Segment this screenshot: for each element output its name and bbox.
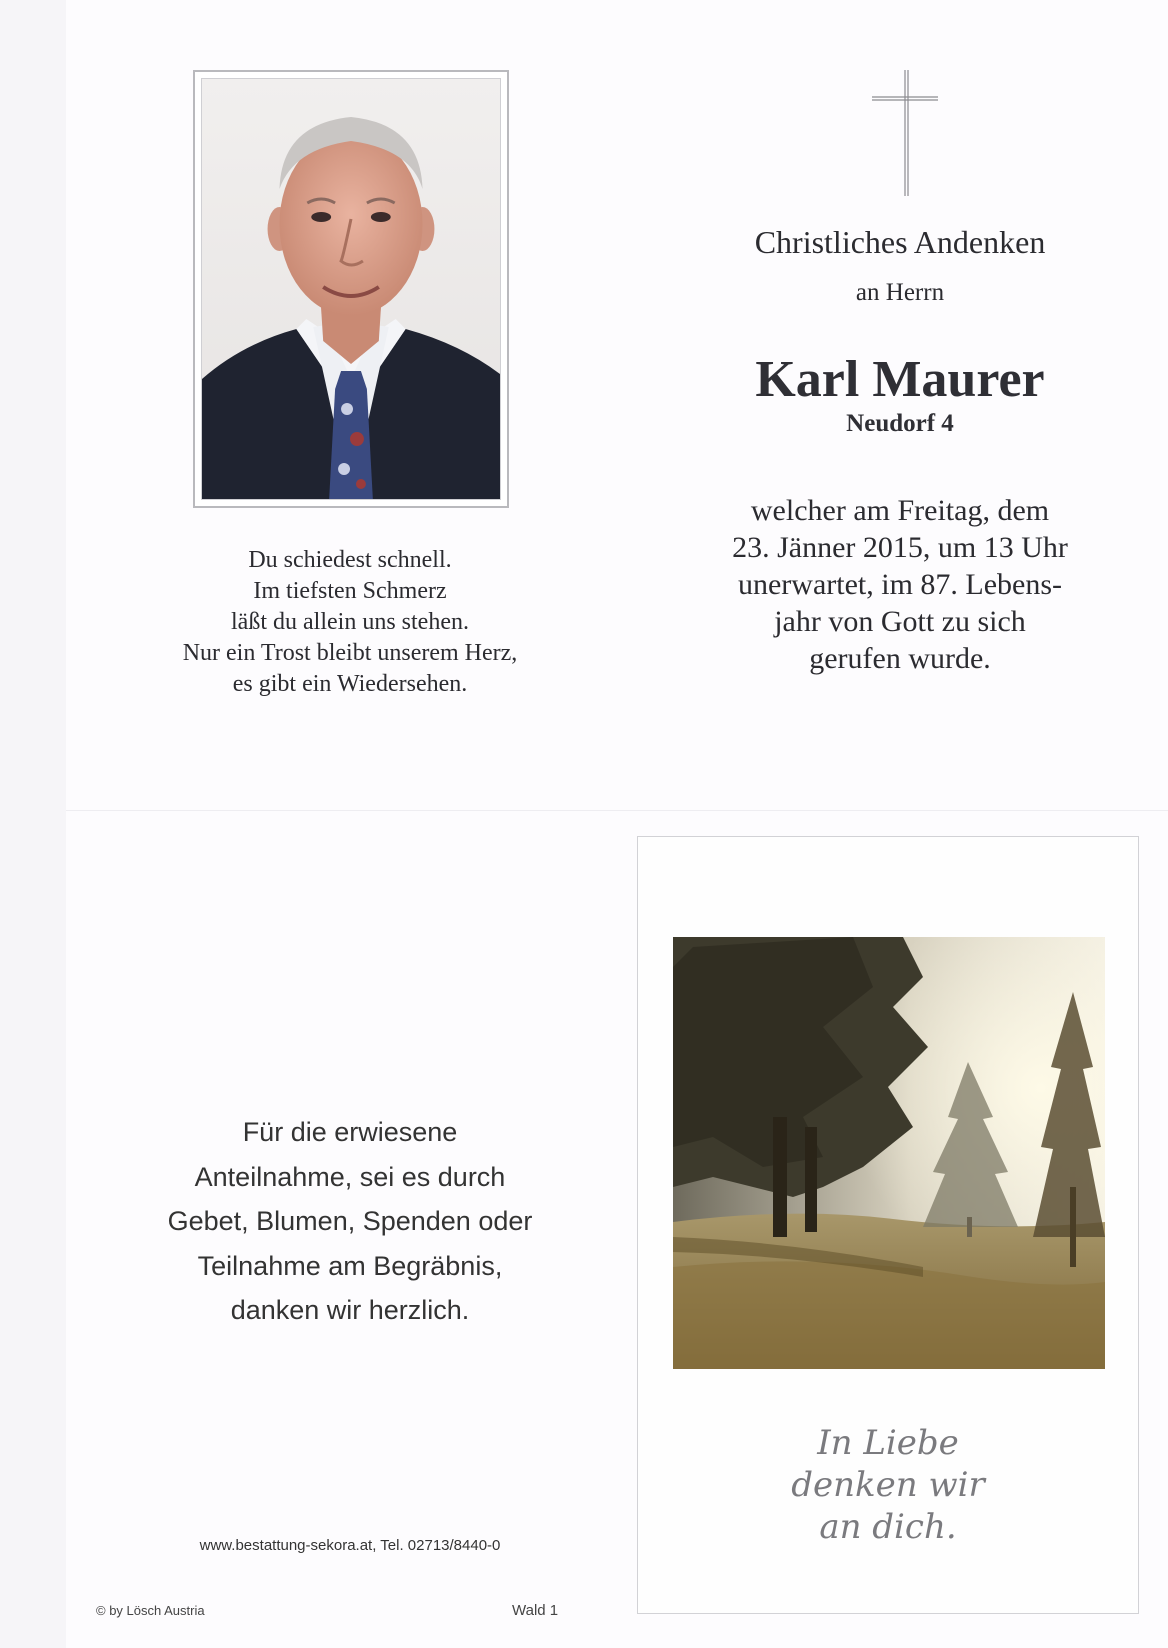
thanks-line: Für die erwiesene	[242, 1117, 458, 1147]
card-model-label: Wald 1	[512, 1602, 559, 1619]
copyright-note: © by Lösch Austria	[96, 1603, 205, 1618]
poem-line: Du schiedest schnell.	[248, 547, 452, 573]
remembrance-card	[637, 836, 1139, 1614]
death-notice-line: welcher am Freitag, dem	[750, 494, 1050, 527]
death-notice-line: unerwartet, im 87. Lebens-	[737, 568, 1063, 601]
thanks-message	[130, 1110, 570, 1333]
portrait-frame	[193, 70, 509, 508]
page-margin-strip	[0, 0, 66, 1648]
poem-line: läßt du allein uns stehen.	[231, 609, 469, 635]
fold-line	[66, 810, 1168, 811]
death-notice-line: gerufen wurde.	[809, 642, 991, 675]
thanks-line: danken wir herzlich.	[230, 1295, 470, 1325]
death-notice-line: 23. Jänner 2015, um 13 Uhr	[732, 531, 1068, 564]
script-line: denken wir	[791, 1465, 985, 1505]
portrait-photo	[201, 78, 501, 500]
poem-line: es gibt ein Wiedersehen.	[232, 671, 468, 697]
script-line: In Liebe	[817, 1423, 959, 1463]
script-line: an dich.	[819, 1507, 957, 1547]
memorial-heading: Christliches Andenken	[754, 224, 1046, 260]
deceased-name: Karl Maurer	[755, 351, 1045, 408]
death-notice	[690, 492, 1110, 677]
thanks-line: Teilnahme am Begräbnis,	[197, 1250, 503, 1281]
portrait-illustration	[202, 79, 500, 499]
thanks-line: Anteilnahme, sei es durch	[194, 1161, 506, 1192]
poem-line: Im tiefsten Schmerz	[253, 578, 447, 604]
cross-icon	[872, 70, 938, 196]
poem	[140, 545, 560, 700]
forest-image	[673, 937, 1105, 1369]
funeral-home-contact: www.bestattung-sekora.at, Tel. 02713/8440-0	[199, 1537, 501, 1554]
thanks-line: Gebet, Blumen, Spenden oder	[167, 1206, 533, 1236]
memorial-salutation: an Herrn	[855, 279, 945, 306]
forest-illustration	[673, 937, 1105, 1369]
deceased-address: Neudorf 4	[846, 410, 954, 437]
poem-line: Nur ein Trost bleibt unserem Herz,	[182, 640, 518, 666]
death-notice-line: jahr von Gott zu sich	[774, 605, 1026, 638]
card-script-text	[638, 1422, 1138, 1548]
